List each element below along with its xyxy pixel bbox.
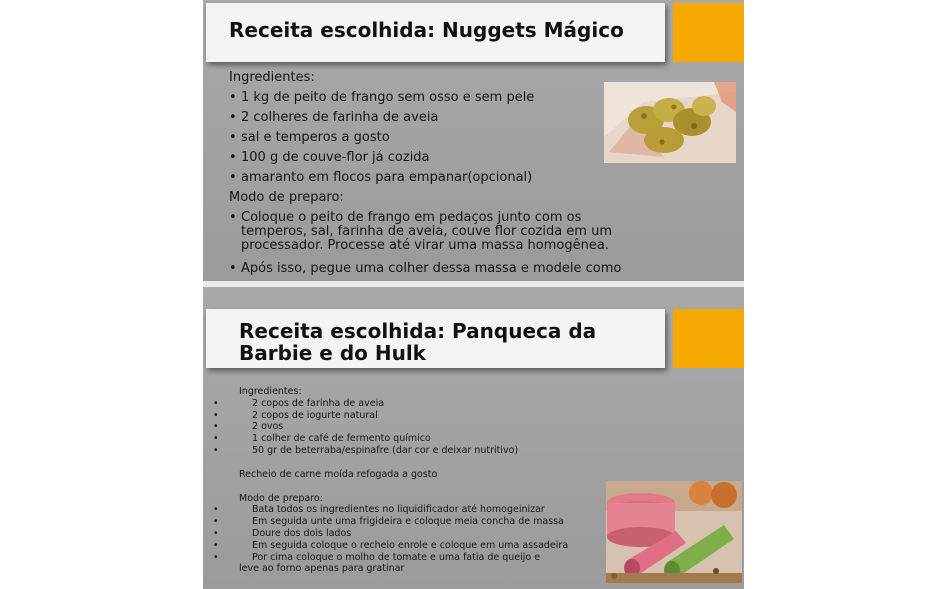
list-item: • Por cima coloque o molho de tomate e uma fatia de queijo e: [239, 552, 569, 564]
title-box: [206, 3, 665, 62]
list-item: • 100 g de couve-flor já cozida: [229, 148, 629, 168]
nuggets-photo: [604, 82, 736, 163]
steps-list: [239, 504, 569, 563]
list-item: • 1 colher de café de fermento químico: [239, 433, 569, 445]
ingredients-list: [229, 88, 629, 188]
steps-tail: leve ao forno apenas para gratinar: [239, 563, 405, 575]
list-item: • 2 copos de farinha de aveia: [239, 398, 569, 410]
list-item: • 2 colheres de farinha de aveia: [229, 108, 629, 128]
slide-nuggets: [203, 0, 744, 281]
list-item: • Em seguida unte uma frigideira e coloque meia concha de massa: [239, 516, 569, 528]
pancake-image: [606, 481, 742, 583]
method-heading: Modo de preparo:: [229, 190, 344, 205]
nuggets-image: [604, 82, 736, 163]
list-item: • Bata todos os ingredientes no liquidificador até homogeinizar: [239, 504, 569, 516]
list-item: • 2 copos de iogurte natural: [239, 410, 569, 422]
filling-text: Recheio de carne moída refogada a gosto: [239, 468, 438, 480]
accent-block: [673, 309, 744, 368]
slide-title: Receita escolhida: Panqueca da Barbie e do Hulk: [239, 319, 597, 365]
list-item: • Coloque o peito de frango em pedaços junto com os temperos, sal, farinha de aveia, couve flor cozida em um processador. Processe até virar uma massa homogênea.: [229, 211, 629, 253]
list-item: • sal e temperos a gosto: [229, 128, 629, 148]
ingredients-list: [239, 398, 569, 457]
list-item: • Em seguida coloque o recheio enrole e coloque em uma assadeira: [239, 540, 569, 552]
ingredients-heading: Ingredientes:: [229, 70, 315, 85]
list-item: • Doure dos dois lados: [239, 528, 569, 540]
title-box: [206, 309, 665, 368]
accent-block: [673, 3, 744, 62]
list-item: • amaranto em flocos para empanar(opcional): [229, 168, 629, 188]
list-item: • 1 kg de peito de frango sem osso e sem pele: [229, 88, 629, 108]
ingredients-heading: Ingredientes:: [239, 386, 302, 397]
recipe-content: [229, 68, 629, 299]
method-heading: Modo de preparo:: [239, 492, 323, 504]
slide-title: Receita escolhida: Nuggets Mágico: [229, 18, 624, 42]
recipe-content: [239, 386, 569, 575]
list-item: • 50 gr de beterraba/espinafre (dar cor e deixar nutritivo): [239, 445, 569, 457]
list-item: • 2 ovos: [239, 421, 569, 433]
pancake-photo: [606, 481, 742, 583]
list-item: • Após isso, pegue uma colher dessa massa e modele como: [229, 259, 629, 299]
slide-panqueca: [203, 287, 744, 589]
